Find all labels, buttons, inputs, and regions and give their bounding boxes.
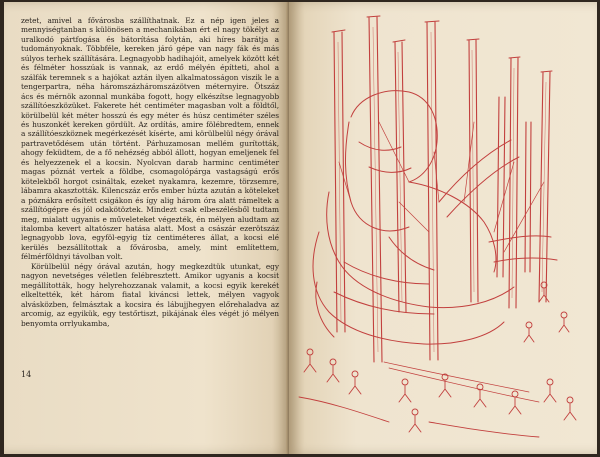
paragraph: Körülbelül négy órával azután, hogy megkezdtük utunkat, egy nagyon nevetséges véletlen felébresztett. Amikor ugyanis a kocsit megállították, hogy helyrehozzanak valamit, a kocsi egyik kerekét elkeltették, két három fiatal kiváncsi lettek, mélyen vagyok alvásközben, felmásztak a kocsira és lábujjhegyen előrehaladva az arcomig, az egyikük, egy testőrtiszt, pikájának éles végét jó mélyen benyomta orrlyukamba, [21, 261, 279, 328]
poles [332, 16, 552, 362]
page-number: 14 [21, 370, 32, 379]
paragraph: zetet, amivel a fővárosba szállíthatnak. Ez a nép igen jeles a mennyiségtanban s különösen a mechanikában ért el nagy tökélyt az uralkodó pártfogása és bátorítása folytán, aki híres barátja a tudományoknak. Többféle, kereken járó gépe van nagy fák és más súlyos terhek szállítására. Legnagyobb hadihajóit, amelyek között két és félméter hosszúak is vannak, az erdő mélyén építteti, ahol a szálfák teremnek s a hajókat aztán ilyen alkalmatosságon viszik le a tengerpartra, néha háromszázháromszázötven méternyire. Ötszáz ács és mérnök azonnal munkába fogott, hogy elkészítse legnagyobb szállítóeszközüket. Fakerete hét centiméter magasban volt a földtől, körülbelül két méter hosszú és egy méter és húsz centiméter széles és huszonkét kereken gördült. Az ordítás, amire fölébredtem, ennek a szállítóeszköznek megérkezését kísérte, ami körülbelül négy órával partravetődésem után történt. Párhuzamosan mellém gurították, ahogy feküdtem, de a fő nehézség abból állott, hogyan emeljenek fel és helyezzenek el a kocsin. Nyolcvan darab harminc centiméter magas póznát vertek a földbe, csomagolópárga vastagságú erős kötelekből horgot csináltak, ezeket nyakamra, kezemre, törzsemre, lábamra akasztották. Kilencszáz erős ember húzta azután a köteleket a póznákra erősített csigákon és így alig három óra alatt rámeltek a szállítógépre és jól odakötöztek. Mindezt csak elbeszélésből tudtam meg, mialatt ugyanis e műveleteket végezték, én mélyen aludtam az italomba kevert altatószer hatása alatt. Most a császár ezerötszáz legnagyobb lova, egyföl-egyig tíz centiméteres állat, a kocsi elé kerülés bezsállítottak a fővárosba, amely, mint említettem, félmérföldnyi távolban volt. [21, 16, 279, 262]
illustration [289, 2, 597, 454]
giant-figure [313, 91, 557, 344]
body-text [21, 16, 279, 328]
ropes [339, 122, 544, 402]
left-page [4, 2, 289, 454]
